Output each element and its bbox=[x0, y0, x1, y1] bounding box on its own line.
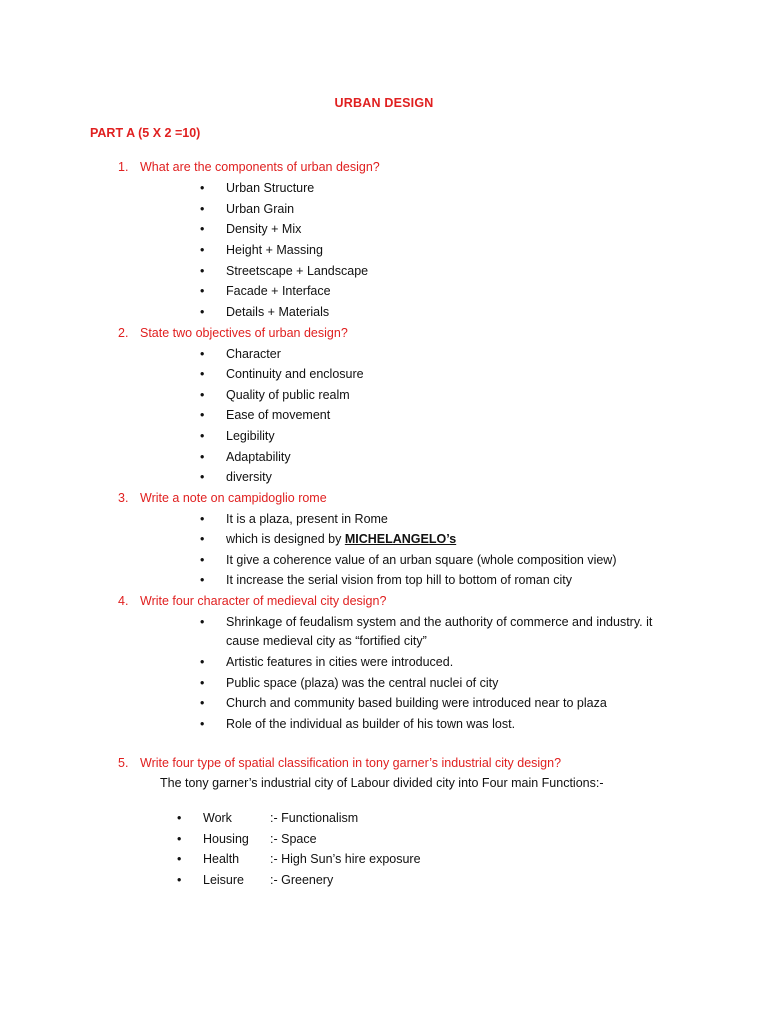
bullet-icon: • bbox=[200, 470, 205, 484]
document-title: URBAN DESIGN bbox=[334, 96, 434, 110]
function-desc: :- High Sun’s hire exposure bbox=[270, 852, 421, 866]
bullet-icon: • bbox=[200, 512, 205, 526]
bullet-icon: • bbox=[200, 553, 205, 567]
function-name: Leisure bbox=[203, 873, 244, 887]
part-heading: PART A (5 X 2 =10) bbox=[90, 126, 201, 140]
function-desc: :- Functionalism bbox=[270, 811, 359, 825]
question-number: 4. bbox=[118, 594, 129, 608]
bullet-icon: • bbox=[200, 202, 205, 216]
bullet-icon: • bbox=[200, 429, 205, 443]
bullet-icon: • bbox=[200, 243, 205, 257]
question-5-intro: The tony garner’s industrial city of Labour divided city into Four main Functions:- bbox=[160, 776, 604, 790]
bullet-icon: • bbox=[200, 655, 205, 669]
bullet-icon: • bbox=[200, 615, 205, 629]
function-name: Work bbox=[203, 811, 232, 825]
bullet-icon: • bbox=[200, 676, 205, 690]
question-text: Write a note on campidoglio rome bbox=[140, 491, 327, 505]
bullet-icon: • bbox=[200, 222, 205, 236]
bullet-icon: • bbox=[177, 832, 182, 846]
bullet-icon: • bbox=[200, 305, 205, 319]
question-number: 3. bbox=[118, 491, 129, 505]
question-number: 5. bbox=[118, 756, 129, 770]
bullet-icon: • bbox=[200, 717, 205, 731]
question-3 bbox=[118, 491, 327, 505]
question-number: 2. bbox=[118, 326, 129, 340]
bullet-icon: • bbox=[200, 532, 205, 546]
document-page: URBAN DESIGN PART A (5 X 2 =10) 1. What are the components of urban design? • Urban Structure • Urban Grain • Density + Mix • Height + Massing • Streetscape + Landscape • Facade + Interface • Details + Materials 2. State two objectives of urban design? • Character • Continuity and enclosure • Quality of public realm • Ease of movement • Legibility • Adaptability • diversity 3. Write a note on campidoglio rome • It is a plaza, present in Rome • which is designed by MICHELANGELO’s • It give a coherence value of an urban square (whole composition view) • It increase the serial vision from top hill to bottom of roman city 4. Write four character of medieval city design? • Shrinkage of feudalism system and the authority of commerce and industry. it cause medieval city as “fortified city” • Artistic features in cities were introduced. • Public space (plaza) was the central nuclei of city • Church and community based building were introduced near to plaza • Role of the individual as builder of his town was lost. 5. Write four type of spatial classification in tony garner’s industrial city design? The tony garner’s industrial city of Labour divided city into Four main Functions:- • Work :- Functionalism • Housing :- Space • Health :- High Sun’s hire exposure • Leisure :- Greenery bbox=[0, 0, 768, 1024]
question-text: What are the components of urban design? bbox=[140, 160, 380, 174]
bullet-icon: • bbox=[200, 408, 205, 422]
bullet-icon: • bbox=[177, 852, 182, 866]
bullet-icon: • bbox=[200, 388, 205, 402]
bullet-icon: • bbox=[200, 367, 205, 381]
question-1 bbox=[118, 160, 380, 174]
designer-name: MICHELANGELO’s bbox=[344, 532, 457, 546]
function-name: Health bbox=[203, 852, 240, 866]
question-text: Write four character of medieval city design? bbox=[140, 594, 387, 608]
bullet-icon: • bbox=[200, 264, 205, 278]
bullet-icon: • bbox=[200, 347, 205, 361]
bullet-icon: • bbox=[200, 181, 205, 195]
bullet-icon: • bbox=[177, 811, 182, 825]
bullet-icon: • bbox=[200, 696, 205, 710]
question-2 bbox=[118, 326, 348, 340]
question-4 bbox=[118, 594, 386, 608]
bullet-icon: • bbox=[177, 873, 182, 887]
question-text: State two objectives of urban design? bbox=[140, 326, 348, 340]
question-text: Write four type of spatial classification in tony garner’s industrial city design? bbox=[140, 756, 562, 770]
function-name: Housing bbox=[203, 832, 249, 846]
question-5 bbox=[118, 756, 561, 770]
question-number: 1. bbox=[118, 160, 129, 174]
bullet-icon: • bbox=[200, 284, 205, 298]
function-desc: :- Space bbox=[270, 832, 317, 846]
bullet-icon: • bbox=[200, 450, 205, 464]
bullet-icon: • bbox=[200, 573, 205, 587]
function-desc: :- Greenery bbox=[270, 873, 334, 887]
